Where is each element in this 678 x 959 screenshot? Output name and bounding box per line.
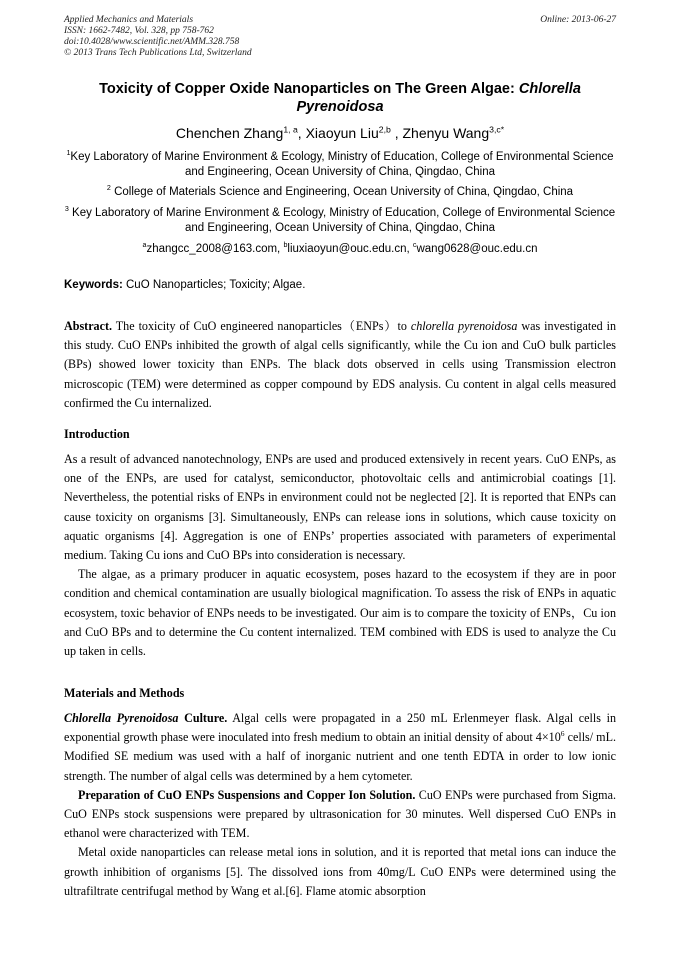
culture-label: Culture. — [178, 711, 228, 725]
author-affiliation-mark: 1, a — [283, 124, 298, 135]
affiliation-text: Key Laboratory of Marine Environment & Ecology, Ministry of Education, College of Environmental Science and Engineering, Ocean University of China, Qingdao, China — [68, 207, 616, 234]
author-emails — [64, 242, 616, 257]
email-mark: b — [283, 241, 288, 250]
author-affiliation-mark: 2,b — [378, 124, 391, 135]
culture-text: cells/ mL. Modified SE medium was used with a half of inorganic nutrient and one tenth EDTA in order to low ionic strength. The number of algal cells was determined by a hem cytometer. — [64, 730, 616, 783]
culture-species: Chlorella Pyrenoidosa — [64, 711, 179, 725]
email-address: liuxiaoyun@ouc.edu.cn, — [287, 243, 413, 255]
journal-header — [64, 15, 616, 59]
preparation-label: Preparation of CuO ENPs Suspensions and Copper Ion Solution. — [78, 787, 416, 802]
affiliation-number: 1 — [66, 149, 71, 158]
email-mark: c — [412, 241, 417, 250]
affiliation-text: College of Materials Science and Engineering, Ocean University of China, Qingdao, China — [110, 186, 574, 198]
abstract — [64, 317, 616, 413]
author-affiliation-mark: 3,c* — [489, 124, 505, 135]
section-heading-introduction: Introduction — [64, 427, 130, 441]
affiliation-3 — [64, 206, 616, 235]
introduction-paragraph: As a result of advanced nanotechnology, ENPs are used and produced extensively in recent years. CuO ENPs, as one of the ENPs, are used for catalyst, semiconductor, photovoltaic cells and antimicrobial coatings [1]. Nevertheless, the potential risks of ENPs in environment could not be neglected [2]. It is reported that ENPs can cause toxicity on organisms [3]. Simultaneously, ENPs can release ions in solutions, which cause toxicity on aquatic organisms [4]. Aggregation is one of ENPs’ properties associated with parameters of experimental medium. Taking Cu ions and CuO BPs into consideration is necessary. — [64, 452, 616, 563]
author-separator: , — [390, 125, 403, 141]
abstract-label: Abstract. — [64, 319, 113, 333]
journal-issn: ISSN: 1662-7482, Vol. 328, pp 758-762 — [64, 26, 214, 36]
affiliation-number: 2 — [106, 184, 111, 193]
author-name: Xiaoyun Liu — [305, 125, 379, 141]
title-species: Chlorella Pyrenoidosa — [296, 81, 581, 115]
affiliation-number: 3 — [64, 205, 69, 214]
email-address: zhangcc_2008@163.com, — [146, 243, 284, 255]
introduction-body — [64, 450, 616, 661]
abstract-species: chlorella pyrenoidosa — [410, 319, 518, 333]
email-mark: a — [142, 241, 147, 250]
author-list — [64, 124, 616, 142]
email-address: wang0628@ouc.edu.cn — [416, 243, 538, 255]
journal-name: Applied Mechanics and Materials — [64, 15, 194, 25]
abstract-text: was investigated in this study. CuO ENPs inhibited the growth of algal cells significantly, while the Cu ion and CuO bulk particles (BPs) showed lower toxicity than ENPs. The black dots observed in cells using Transmission electron microscopic (TEM) were determined as copper compound by EDS analysis. Cu content in algal cells measured confirmed the Cu internalized. — [64, 319, 617, 410]
online-date: Online: 2013-06-27 — [540, 15, 616, 25]
title-main: Toxicity of Copper Oxide Nanoparticles on The Green Algae: — [99, 81, 519, 97]
section-heading-methods: Materials and Methods — [64, 686, 185, 700]
methods-paragraph-culture — [64, 709, 616, 786]
author-name: Chenchen Zhang — [175, 125, 284, 141]
culture-text: Algal cells were propagated in a 250 mL Erlenmeyer flask. Algal cells in exponential growth phase were inoculated into fresh medium to obtain an initial density of about 4×10 — [64, 711, 617, 745]
keywords-text: CuO Nanoparticles; Toxicity; Algae. — [122, 279, 306, 291]
keywords — [64, 278, 616, 293]
introduction-paragraph: The algae, as a primary producer in aquatic ecosystem, poses hazard to the ecosystem if they are in poor condition and chemical contamination are usually biological magnification. To assess the risk of ENPs in aquatic ecosystem, toxic behavior of ENPs needs to be investigated. Our aim is to compare the toxicity of ENPs，Cu ion and CuO BPs and to determine the Cu content internalized. TEM combined with EDS is used to analyze the Cu up taken in cells. — [64, 567, 616, 659]
culture-exponent: 6 — [560, 729, 565, 739]
methods-body — [64, 709, 616, 901]
keywords-label: Keywords: — [64, 279, 123, 291]
abstract-paragraph — [64, 317, 616, 413]
affiliation-2 — [64, 185, 616, 200]
methods-paragraph-metal: Metal oxide nanoparticles can release metal ions in solution, and it is reported that metal ions can induce the growth inhibition of organisms [5]. The dissolved ions from 40mg/L CuO ENPs were determined using the ultrafiltrate centrifugal method by Wang et al.[6]. Flame atomic absorption — [64, 845, 616, 898]
affiliation-text: Key Laboratory of Marine Environment & Ecology, Ministry of Education, College of Environmental Science and Engineering, Ocean University of China, Qingdao, China — [70, 151, 614, 178]
abstract-text: The toxicity of CuO engineered nanoparticles（ENPs）to — [112, 319, 411, 333]
affiliation-1 — [64, 150, 616, 179]
author-name: Zhenyu Wang — [402, 125, 490, 141]
journal-copyright: © 2013 Trans Tech Publications Ltd, Switzerland — [64, 48, 252, 58]
paper-title — [64, 80, 616, 116]
preparation-text: CuO ENPs were purchased from Sigma. CuO ENPs stock suspensions were prepared by ultrasonication for 30 minutes. Well dispersed CuO ENPs in ethanol were characterized with TEM. — [64, 787, 616, 841]
journal-doi: doi:10.4028/www.scientific.net/AMM.328.758 — [64, 37, 240, 47]
author-separator: , — [297, 125, 306, 141]
methods-paragraph-preparation — [64, 786, 616, 844]
